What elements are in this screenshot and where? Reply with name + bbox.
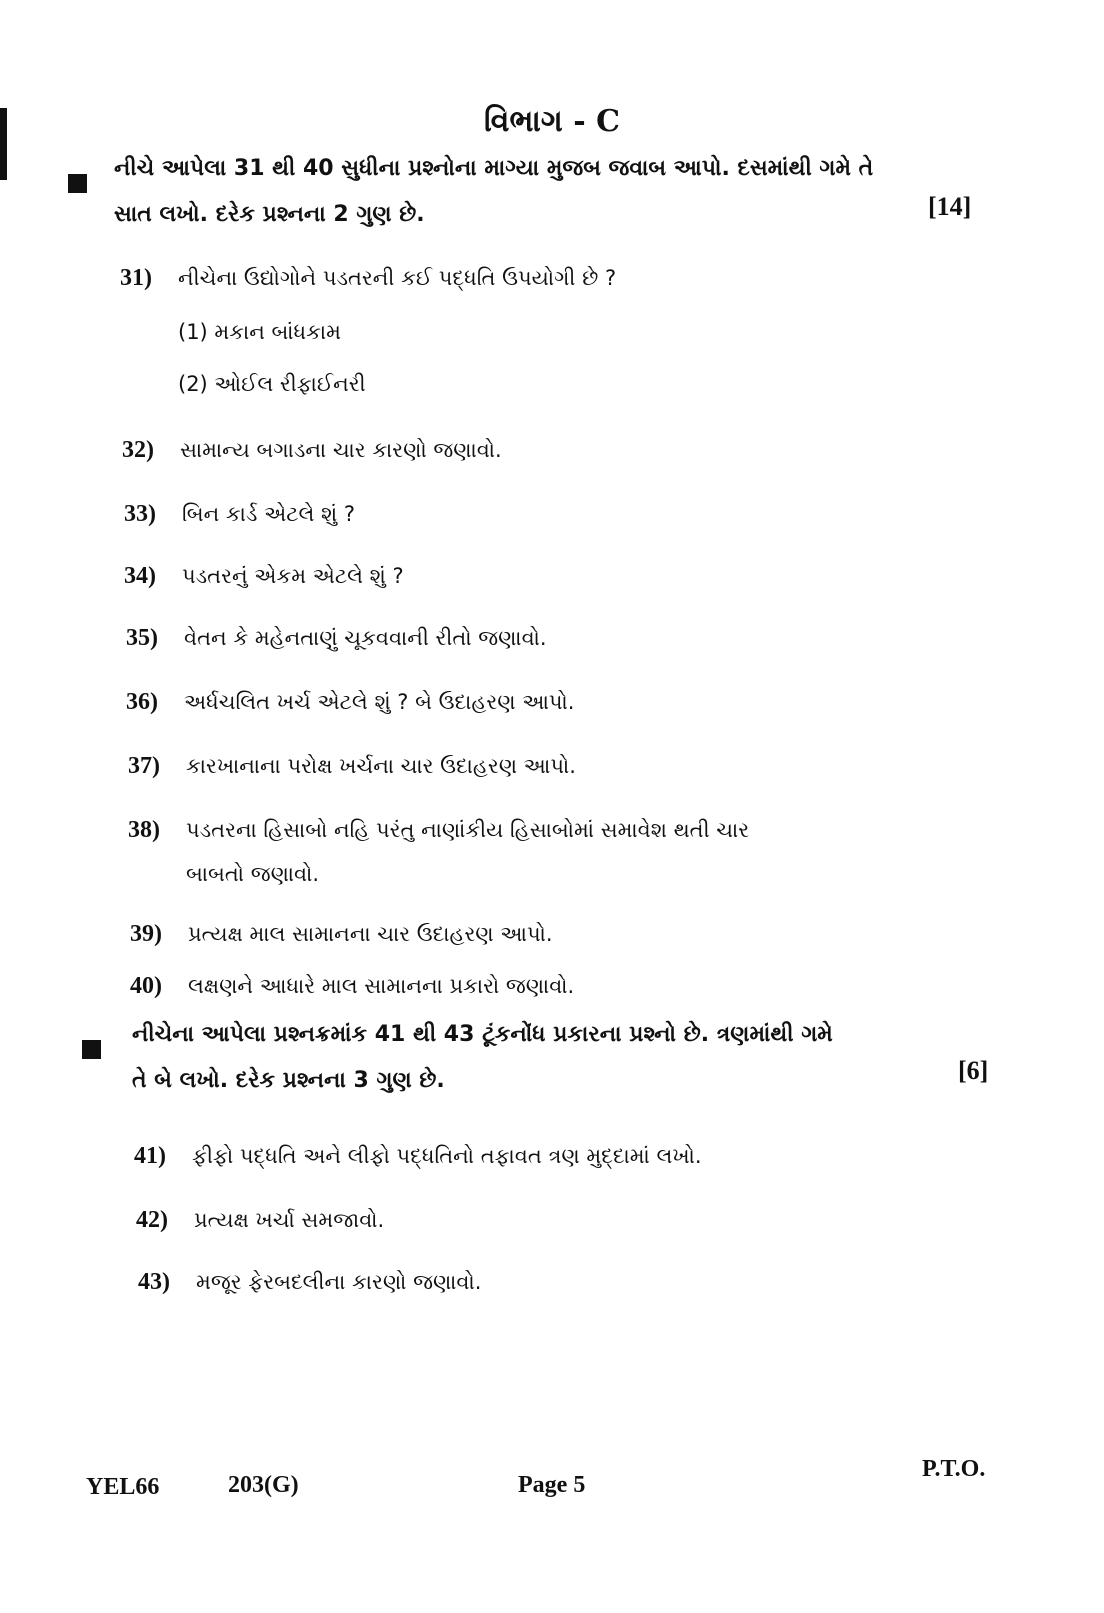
question-37 xyxy=(128,746,576,786)
instruction-block-1 xyxy=(114,146,914,238)
question-text: સામાન્ય બગાડના ચાર કારણો જણાવો. xyxy=(180,438,502,462)
question-text: પ્રત્યક્ષ ખર્ચા સમજાવો. xyxy=(194,1208,385,1232)
question-number: 33) xyxy=(124,501,156,527)
question-38-line-1: પડતરના હિસાબો નહિ પરંતુ નાણાંકીય હિસાબોમાં સમાવેશ થતી ચાર xyxy=(186,818,750,842)
marks-block-2: [6] xyxy=(958,1056,989,1085)
question-text: મજૂર ફેરબદલીના કારણો જણાવો. xyxy=(196,1270,482,1294)
question-text: કારખાનાના પરોક્ષ ખર્ચના ચાર ઉદાહરણ આપો. xyxy=(186,754,576,778)
question-text: નીચેના ઉદ્યોગોને પડતરની કઈ પદ્ધતિ ઉપયોગી છે ? xyxy=(178,266,617,290)
instruction-2-line-2: તે બે લખો. દરેક પ્રશ્નના 3 ગુણ છે. xyxy=(132,1068,445,1093)
question-text: પ્રત્યક્ષ માલ સામાનના ચાર ઉદાહરણ આપો. xyxy=(188,922,553,946)
question-text: લક્ષણને આધારે માલ સામાનના પ્રકારો જણાવો. xyxy=(188,974,575,998)
marks-block-1: [14] xyxy=(928,192,972,221)
question-31 xyxy=(120,258,616,298)
footer-page-number: Page 5 xyxy=(518,1472,586,1498)
question-39 xyxy=(130,914,553,954)
instruction-1-line-2: સાત લખો. દરેક પ્રશ્નના 2 ગુણ છે. xyxy=(114,202,425,227)
question-38 xyxy=(128,808,749,896)
question-number: 39) xyxy=(130,921,162,947)
question-42 xyxy=(136,1200,384,1240)
question-number: 35) xyxy=(126,625,158,651)
question-31-sub-2: (2) ઓઈલ રીફાઈનરી xyxy=(178,372,366,396)
question-number: 31) xyxy=(120,265,152,291)
question-43 xyxy=(138,1262,481,1302)
question-number: 40) xyxy=(130,973,162,999)
footer-pto: P.T.O. xyxy=(922,1456,986,1482)
question-number: 37) xyxy=(128,753,160,779)
question-text: ફીફો પદ્ધતિ અને લીફો પદ્ધતિનો તફાવત ત્રણ મુદ્દામાં લખો. xyxy=(192,1144,702,1168)
question-number: 32) xyxy=(122,437,154,463)
question-34 xyxy=(124,556,404,596)
question-number: 36) xyxy=(126,689,158,715)
question-40 xyxy=(130,966,574,1006)
bullet-square-icon xyxy=(82,1040,101,1059)
question-41 xyxy=(134,1136,702,1176)
question-number: 43) xyxy=(138,1269,170,1295)
question-number: 42) xyxy=(136,1207,168,1233)
section-title: વિભાગ - C xyxy=(484,104,620,139)
question-35 xyxy=(126,618,547,658)
instruction-1-line-1: નીચે આપેલા 31 થી 40 સુધીના પ્રશ્નોના માગ્યા મુજબ જવાબ આપો. દસમાંથી ગમે તે xyxy=(114,156,874,181)
question-number: 41) xyxy=(134,1143,166,1169)
question-36 xyxy=(126,682,574,722)
instruction-block-2 xyxy=(132,1012,932,1104)
instruction-2-line-1: નીચેના આપેલા પ્રશ્નક્રમાંક 41 થી 43 ટૂંકનોંધ પ્રકારના પ્રશ્નો છે. ત્રણમાંથી ગમે xyxy=(132,1022,833,1047)
footer-exam-code: YEL66 xyxy=(86,1474,160,1500)
question-32 xyxy=(122,430,502,470)
question-text: અર્ધચલિત ખર્ચ એટલે શું ? બે ઉદાહરણ આપો. xyxy=(184,690,575,714)
question-33 xyxy=(124,494,355,534)
question-text: વેતન કે મહેનતાણું ચૂકવવાની રીતો જણાવો. xyxy=(184,626,547,650)
footer-paper-code: 203(G) xyxy=(228,1472,299,1498)
bullet-square-icon xyxy=(68,174,87,193)
question-31-sub-1: (1) મકાન બાંધકામ xyxy=(178,320,341,344)
question-number: 38) xyxy=(128,817,160,843)
question-text: પડતરનું એકમ એટલે શું ? xyxy=(182,564,404,588)
question-text: બિન કાર્ડ એટલે શું ? xyxy=(182,502,356,526)
question-number: 34) xyxy=(124,563,156,589)
question-38-line-2: બાબતો જણાવો. xyxy=(186,862,320,886)
question-text xyxy=(186,808,749,896)
